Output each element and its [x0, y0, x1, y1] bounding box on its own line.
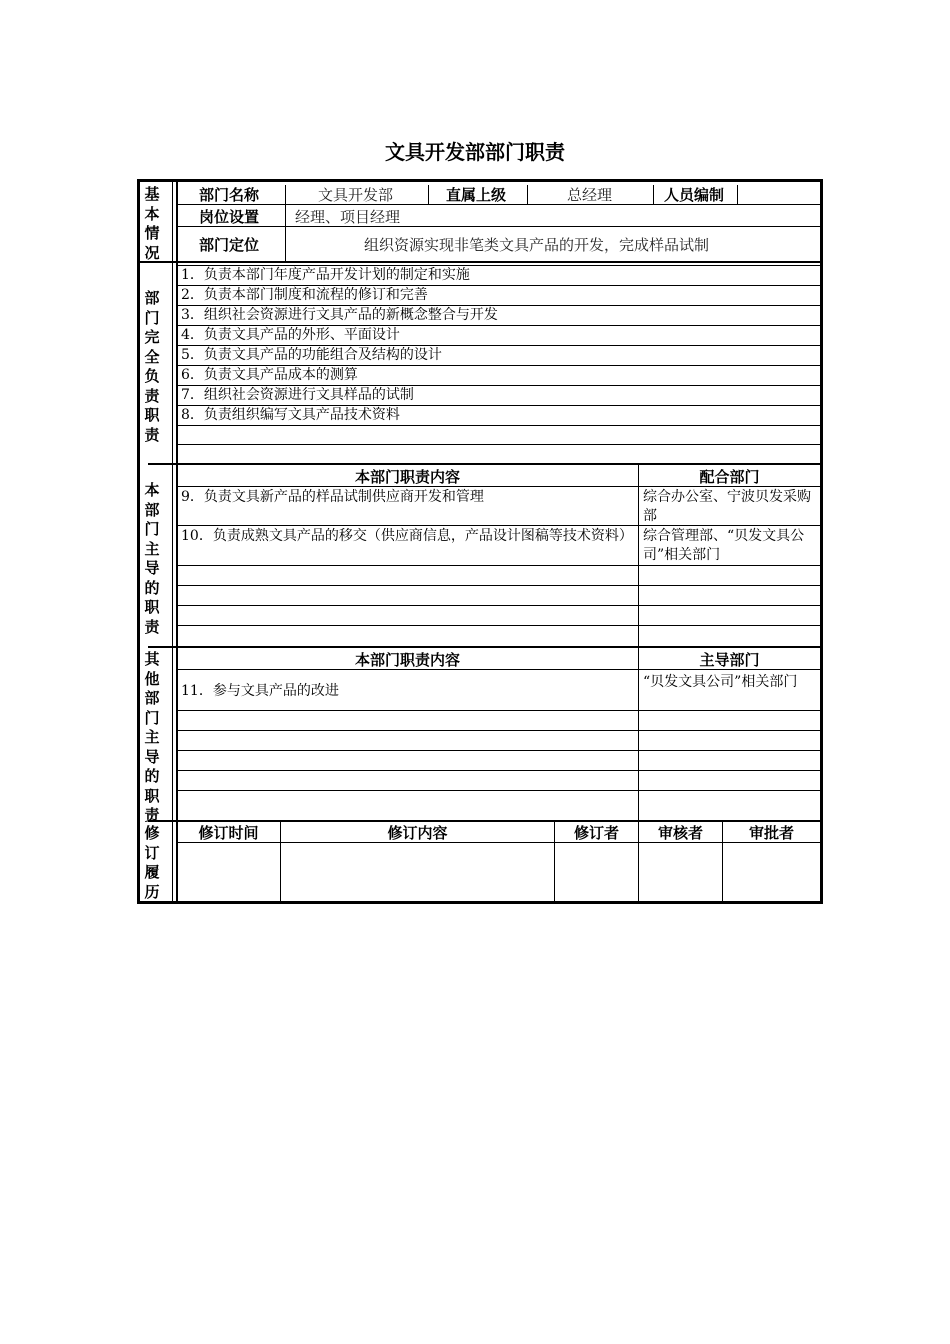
row-divider: [177, 750, 820, 751]
col-divider: [428, 185, 429, 204]
col-divider: [653, 185, 654, 204]
section-label-char: 修: [144, 824, 160, 842]
section-label-char: 导: [144, 747, 160, 766]
col-divider: [737, 185, 738, 204]
side-column-divider-inner: [172, 182, 173, 901]
dept-name-value: 文具开发部: [318, 186, 394, 204]
dept-name-label: 部门名称: [199, 186, 260, 204]
row-divider: [177, 669, 820, 670]
responsibility-item: 4．负责文具产品的外形、平面设计: [181, 327, 400, 343]
headcount-label: 人员编制: [664, 186, 725, 204]
positions-value: 经理、项目经理: [295, 208, 401, 226]
row-divider: [177, 444, 820, 445]
column-header-revision-time: 修订时间: [198, 824, 259, 842]
section-label-char: 门: [144, 708, 160, 727]
section-label-char: 负: [144, 367, 160, 385]
responsibility-item: 3．组织社会资源进行文具产品的新概念整合与开发: [181, 307, 498, 323]
responsibility-item: 1．负责本部门年度产品开发计划的制定和实施: [181, 267, 470, 283]
row-divider: [177, 625, 820, 626]
section-label-char: 履: [144, 863, 160, 881]
responsibility-item: 2．负责本部门制度和流程的修订和完善: [181, 287, 428, 303]
section-label-char: 门: [144, 520, 160, 538]
section-label-char: 况: [144, 243, 160, 262]
col-divider: [285, 185, 286, 261]
section-label-lead-responsibility: [140, 481, 164, 637]
section-label-char: 他: [144, 669, 160, 688]
superior-value: 总经理: [567, 186, 613, 204]
section-label-char: 完: [144, 328, 160, 346]
column-header-revision-content: 修订内容: [387, 824, 448, 842]
section-label-char: 职: [144, 598, 160, 616]
responsibility-item: 6．负责文具产品成本的测算: [181, 367, 358, 383]
row-divider: [177, 425, 820, 426]
responsibility-item: 7．组织社会资源进行文具样品的试制: [181, 387, 414, 403]
section-label-char: 的: [144, 767, 160, 785]
section-label-char: 责: [144, 617, 160, 636]
lead-row-content: 10．负责成熟文具产品的移交（供应商信息，产品设计图稿等技术资料）: [181, 528, 633, 544]
section-label-char: 基: [144, 185, 160, 203]
section-label-char: 部: [144, 500, 160, 519]
column-header-content: 本部门职责内容: [354, 651, 460, 669]
section-label-char: 历: [144, 882, 160, 901]
section-label-char: 主: [144, 728, 160, 746]
section-label-char: 责: [144, 386, 160, 405]
lead-row-dept: 综合管理部、“贝发文具公司”相关部门: [643, 528, 805, 563]
column-header-content: 本部门职责内容: [354, 468, 460, 486]
section-label-char: 的: [144, 578, 160, 597]
row-divider: [177, 842, 820, 843]
row-divider: [177, 605, 820, 606]
row-divider: [177, 204, 820, 205]
section-label-char: 本: [144, 481, 160, 499]
other-lead-row-dept: “贝发文具公司”相关部门: [643, 674, 798, 690]
section-label-char: 门: [144, 308, 160, 327]
section-divider: [140, 261, 820, 263]
positioning-value: 组织资源实现非笔类文具产品的开发，完成样品试制: [364, 236, 710, 254]
section-label-char: 全: [144, 347, 160, 366]
lead-row-content: 9．负责文具新产品的样品试制供应商开发和管理: [181, 489, 484, 505]
other-lead-row-content: 11．参与文具产品的改进: [181, 683, 339, 699]
section-label-char: 职: [144, 406, 160, 424]
row-divider: [177, 770, 820, 771]
section-divider: [148, 463, 820, 465]
section-label-revision: [140, 824, 164, 902]
section-label-basic: [140, 185, 164, 263]
section-label-char: 本: [144, 204, 160, 223]
superior-label: 直属上级: [446, 186, 507, 204]
responsibility-item: 8．负责组织编写文具产品技术资料: [181, 407, 400, 423]
col-divider: [527, 185, 528, 204]
section-label-char: 部: [144, 689, 160, 707]
row-divider: [177, 486, 820, 487]
row-divider: [177, 790, 820, 791]
section-label-char: 情: [144, 224, 160, 242]
section-label-char: 责: [144, 806, 160, 824]
row-divider: [177, 710, 820, 711]
row-divider: [177, 565, 820, 566]
section-label-char: 主: [144, 539, 160, 558]
section-label-other-lead: [140, 650, 164, 826]
column-header-cooperating-dept: 配合部门: [699, 468, 760, 486]
row-divider: [177, 730, 820, 731]
column-header-reviser: 修订者: [573, 824, 619, 842]
page-title: 文具开发部部门职责: [385, 140, 565, 164]
col-divider: [638, 648, 639, 820]
section-label-char: 部: [144, 289, 160, 307]
section-label-char: 职: [144, 786, 160, 805]
row-divider: [177, 585, 820, 586]
col-divider: [638, 465, 639, 646]
column-header-reviewer: 审核者: [657, 824, 703, 842]
positioning-label: 部门定位: [199, 236, 260, 254]
responsibility-item: 5．负责文具产品的功能组合及结构的设计: [181, 347, 442, 363]
section-label-full-responsibility: [140, 289, 164, 445]
column-header-approver: 审批者: [748, 824, 794, 842]
section-label-char: 责: [144, 425, 160, 444]
section-label-char: 导: [144, 559, 160, 577]
lead-row-dept: 综合办公室、宁波贝发采购部: [643, 489, 811, 524]
section-label-char: 订: [144, 843, 160, 862]
section-divider: [148, 646, 820, 648]
column-header-lead-dept: 主导部门: [699, 651, 760, 669]
side-column-divider: [176, 182, 178, 901]
positions-label: 岗位设置: [199, 208, 260, 226]
section-label-char: 其: [144, 650, 160, 668]
section-divider: [148, 820, 820, 822]
row-divider: [177, 226, 820, 227]
